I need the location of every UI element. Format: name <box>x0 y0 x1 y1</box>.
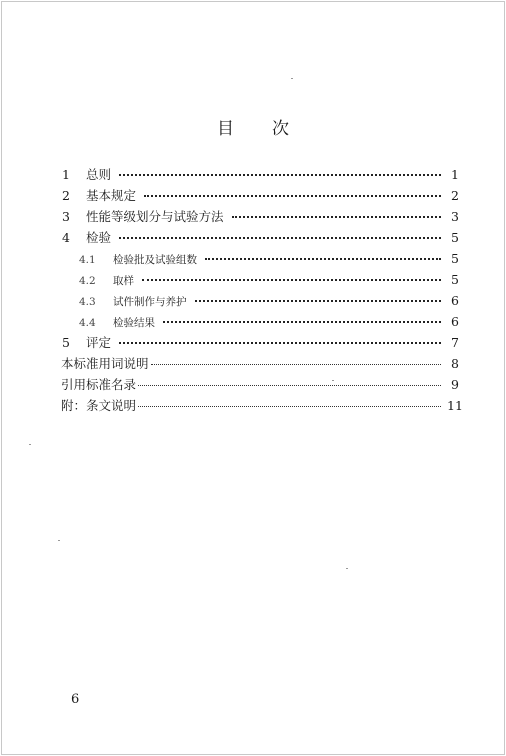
toc-entry-word-usage[interactable] <box>61 355 459 373</box>
dot-leader <box>119 236 441 239</box>
toc-entry-cited-standards[interactable] <box>61 376 459 394</box>
toc-label: 本标准用词说明 <box>61 356 149 371</box>
toc-label: 检验 <box>86 230 112 245</box>
dot-leader <box>142 278 441 281</box>
scan-speck <box>291 78 293 79</box>
toc-entry-4-3[interactable] <box>61 292 459 310</box>
dot-leader <box>151 363 441 365</box>
toc-number: 4.4 <box>79 317 96 329</box>
scan-speck <box>332 380 334 381</box>
toc-page-number: 5 <box>451 272 459 287</box>
toc-page-number: 5 <box>451 251 459 266</box>
toc-number: 5 <box>62 335 70 350</box>
toc-page-number: 7 <box>451 335 459 350</box>
dot-leader <box>163 320 441 323</box>
dot-leader <box>138 405 441 407</box>
toc-number: 4.1 <box>79 254 96 266</box>
toc-entry-4[interactable] <box>61 229 459 247</box>
toc-page-number: 6 <box>451 293 459 308</box>
scan-speck <box>346 568 348 569</box>
title-char-1: 目 <box>217 119 234 139</box>
toc-entry-4-2[interactable] <box>61 271 459 289</box>
toc-label: 评定 <box>86 335 112 350</box>
page-title <box>2 114 504 139</box>
toc-label: 检验结果 <box>113 317 155 329</box>
toc-label: 取样 <box>113 275 134 287</box>
scan-speck <box>29 444 31 445</box>
dot-leader <box>195 299 442 302</box>
toc-number: 3 <box>62 209 70 224</box>
toc-label: 性能等级划分与试验方法 <box>86 209 224 224</box>
toc-entry-4-4[interactable] <box>61 313 459 331</box>
toc-page-number: 5 <box>451 230 459 245</box>
toc-entry-4-1[interactable] <box>61 250 459 268</box>
toc-entry-appendix[interactable] <box>61 397 463 415</box>
dot-leader <box>205 257 441 260</box>
toc-page-number: 9 <box>451 377 459 392</box>
dot-leader <box>232 215 441 218</box>
toc-number: 4.3 <box>79 296 96 308</box>
toc-label: 检验批及试验组数 <box>113 254 197 266</box>
toc-entry-5[interactable] <box>61 334 459 352</box>
toc-label: 总则 <box>86 167 112 182</box>
toc-page-number: 1 <box>451 167 459 182</box>
scan-speck <box>58 540 60 541</box>
toc-entry-3[interactable] <box>61 208 459 226</box>
toc-number: 4.2 <box>79 275 96 287</box>
dot-leader <box>144 194 441 197</box>
dot-leader <box>119 173 441 176</box>
dot-leader <box>119 341 441 344</box>
title-char-2: 次 <box>272 119 289 139</box>
toc-label: 附：条文说明 <box>61 398 137 413</box>
toc-page-number: 6 <box>451 314 459 329</box>
toc-page-number: 2 <box>451 188 459 203</box>
toc-label: 引用标准名录 <box>61 377 137 392</box>
toc-label: 基本规定 <box>86 188 137 203</box>
toc-entry-2[interactable] <box>61 187 459 205</box>
toc-number: 2 <box>62 188 70 203</box>
toc-number: 1 <box>62 167 70 182</box>
toc-page-number: 11 <box>447 398 463 413</box>
page-number: 6 <box>71 692 80 707</box>
toc-page-number: 8 <box>451 356 459 371</box>
toc-page-number: 3 <box>451 209 459 224</box>
toc-number: 4 <box>62 230 70 245</box>
document-page <box>1 1 505 755</box>
toc-label: 试件制作与养护 <box>113 296 187 308</box>
dot-leader <box>138 384 441 386</box>
toc-entry-1[interactable] <box>61 166 459 184</box>
